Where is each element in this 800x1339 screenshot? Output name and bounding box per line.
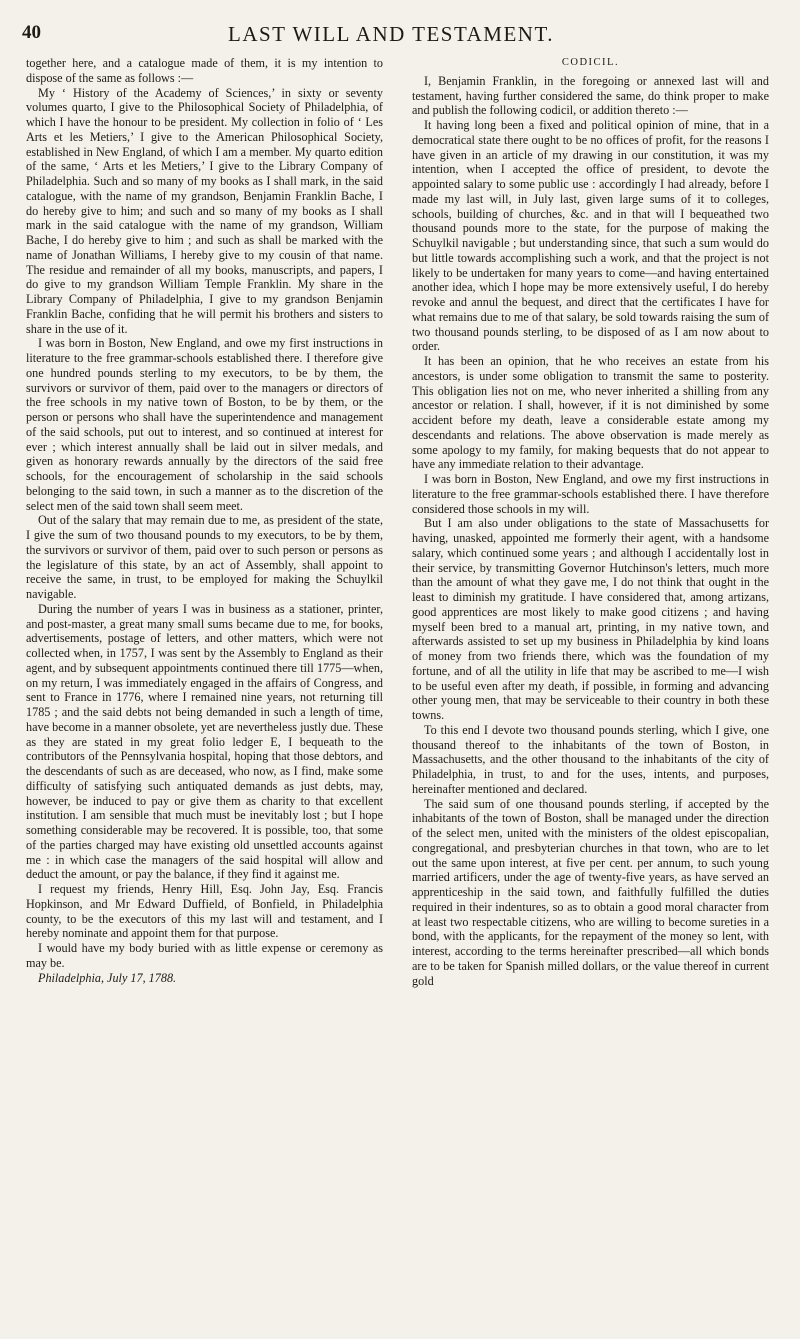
right-column: [412, 56, 769, 988]
paragraph: I would have my body buried with as little expense or ceremony as may be.: [26, 941, 383, 970]
paragraph: During the number of years I was in business as a stationer, printer, and post-master, a great many small sums became due to me, for books, advertisements, postage of letters, and other matters, which were not collected when, in 1757, I was sent by the Assembly to England as their agent, and by subsequent appointments continued there till 1775—when, on my return, I was immediately engaged in the affairs of Congress, and sent to France in 1776, where I remained nine years, not returning till 1785 ; and the said debts not being demanded in such a length of time, have become in a manner obsolete, yet are nevertheless justly due. These as they are stated in my great folio ledger E, I bequeath to the contributors of the Pennsylvania hospital, hoping that those debtors, and the descendants of such as are deceased, who now, as I find, make some difficulty of satisfying such antiquated demands as just debts, may, however, be induced to pay or give them as charity to that excellent institution. I am sensible that much must be inevitably lost ; but I hope something considerable may be recovered. It is possible, too, that some of the parties charged may have existing old unsettled accounts against me : in which case the managers of the said hospital will allow and deduct the amount, or pay the balance, if they find it against me.: [26, 601, 383, 882]
paragraph: I request my friends, Henry Hill, Esq. John Jay, Esq. Francis Hopkinson, and Mr Edward Duffield, of Bonfield, in Philadelphia county, to be the executors of this my last will and testament, and I hereby nominate and appoint them for that purpose.: [26, 882, 383, 941]
paragraph: I was born in Boston, New England, and owe my first instructions in literature to the free grammar-schools established there. I have therefore considered those schools in my will.: [412, 472, 769, 516]
paragraph: I was born in Boston, New England, and owe my first instructions in literature to the free grammar-schools established there. I therefore give one hundred pounds sterling to my executors, to be by them, the survivors or survivor of them, paid over to the managers or directors of the free schools in my native town of Boston, to be by them, or the person or persons who shall have the superintendence and management of the said schools, put out to interest, and so continued at interest for ever ; which interest annually shall be laid out in silver medals, and given as honorary rewards annually by the directors of the said free schools, for the encouragement of scholarship in the said schools belonging to the said town, in such a manner as to the discretion of the select men of the said town shall seem meet.: [26, 336, 383, 513]
paragraph: To this end I devote two thousand pounds sterling, which I give, one thousand thereof to the inhabitants of the town of Boston, in Massachusetts, and the other thousand to the inhabitants of the city of Philadelphia, in trust, to and for the uses, intents, and purposes, hereinafter mentioned and declared.: [412, 722, 769, 796]
paragraph: Out of the salary that may remain due to me, as president of the state, I give the sum of two thousand pounds to my executors, to be by them, the survivors or survivor of them, paid over to such person or persons as the legislature of this state, by an act of Assembly, shall appoint to receive the same, in trust, to be employed for making the Schuylkil navigable.: [26, 513, 383, 601]
paragraph: I, Benjamin Franklin, in the foregoing or annexed last will and testament, having further considered the same, do think proper to make and publish the following codicil, or addition thereto :—: [412, 73, 769, 118]
codicil-heading: CODICIL.: [561, 57, 620, 68]
paragraph: My ‘ History of the Academy of Sciences,’ in sixty or seventy volumes quarto, I give to the Philosophical Society of Philadelphia, of which I have the honour to be president. My collection in folio of ‘ Les Arts et les Metiers,’ I give to the American Philosophical Society, established in New England, of which I am a member. My quarto edition of the same, ‘ Arts et les Metiers,’ I give to the Library Company of Philadelphia. Such and so many of my books as I shall mark, in the said catalogue, with the name of my grandson, Benjamin Franklin Bache, I do hereby give to him; and such and so many of my books as I shall mark in the said catalogue with the name of my grandson, William Bache, I do hereby give to him ; and such as shall be marked with the name of Jonathan Williams, I hereby give to my cousin of that name. The residue and remainder of all my books, manuscripts, and papers, I do give to my grandson William Temple Franklin. My share in the Library Company of Philadelphia, I give to my grandson Benjamin Franklin Bache, confiding that he will permit his brothers and sisters to share in the use of it.: [26, 85, 383, 336]
paragraph: together here, and a catalogue made of them, it is my intention to dispose of the same as follows :—: [26, 56, 383, 85]
left-column: [26, 56, 383, 985]
paragraph: It having long been a fixed and political opinion of mine, that in a democratical state there ought to be no offices of profit, for the reasons I have given in an article of my drawing in our constitution, it was my intention, when I accepted the office of president, to devote the appointed salary to some public use : accordingly I had already, before I made my last will, in July last, given large sums of it to colleges, schools, building of churches, &c. and in that will I bequeathed two thousand pounds more to the state, for the purpose of making the Schuylkil navigable ; but understanding since, that such a sum would do but little towards accomplishing such a work, and that the project is not likely to be undertaken for many years to come—and having entertained another idea, which I hope may be more extensively useful, I do hereby revoke and annul the bequest, and direct that the certificates I have for what remains due to me of that salary, be sold towards raising the sum of two thousand pounds sterling, to be disposed of as I am now about to order.: [412, 118, 769, 354]
page-number: 40: [22, 22, 41, 43]
paragraph: But I am also under obligations to the state of Massachusetts for having, unasked, appointed me formerly their agent, with a handsome salary, which continued some years ; and although I accidentally lost in their service, by transmitting Governor Hutchinson's letters, much more than the amount of what they gave me, I do not think that ought in the least to diminish my gratitude. I have considered that, among artizans, good apprentices are most likely to make good citizens ; and having myself been bred to a manual art, printing, in my native town, and afterwards assisted to set up my business in Philadelphia by kind loans of money from two friends there, which was the foundation of my fortune, and of all the utility in life that may be ascribed to me—I wish to be useful even after my death, if possible, in forming and advancing other young men, that may be serviceable to their country in both these towns.: [412, 516, 769, 722]
paragraph: The said sum of one thousand pounds sterling, if accepted by the inhabitants of the town of Boston, shall be managed under the direction of the select men, united with the ministers of the oldest episcopalian, congregational, and presbyterian churches in that town, who are to let out the same upon interest, at five per cent. per annum, to such young married artificers, under the age of twenty-five years, as have served an apprenticeship in the said town, and faithfully fulfilled the duties required in their indentures, so as to obtain a good moral character from at least two respectable citizens, who are willing to become sureties in a bond, with the applicants, for the repayment of the money so lent, with interest, according to the terms hereinafter prescribed—all which bonds are to be taken for Spanish milled dollars, or the value thereof in current gold: [412, 796, 769, 988]
paragraph: It has been an opinion, that he who receives an estate from his ancestors, is under some obligation to transmit the same to posterity. This obligation lies not on me, who never inherited a shilling from any ancestor or relation. I shall, however, if it is not diminished by some accident before my death, leave a considerable estate among my descendants and relations. The above observation is made merely as some apology to my family, for making bequests that do not appear to have any immediate relation to their advantage.: [412, 354, 769, 472]
running-head: LAST WILL AND TESTAMENT.: [228, 22, 554, 46]
page-header: [22, 22, 760, 48]
date-signature: Philadelphia, July 17, 1788.: [38, 970, 177, 985]
